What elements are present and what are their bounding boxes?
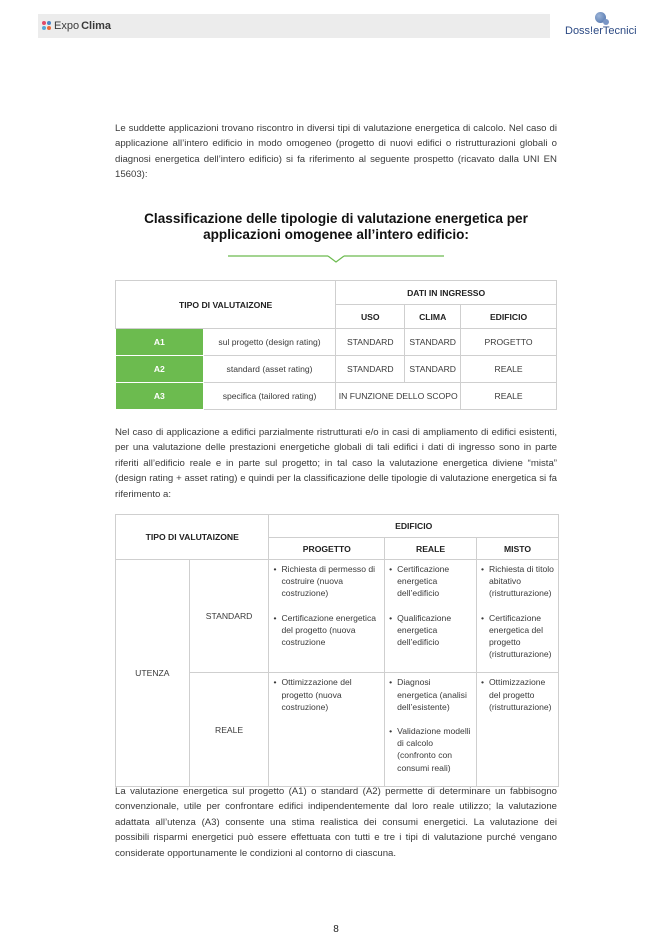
t1-col-clima: CLIMA (405, 305, 461, 329)
t2-reale-progetto (269, 673, 385, 786)
page-number: 8 (333, 924, 339, 935)
list-item: • Certificazione energetica dell’edificio (389, 563, 472, 600)
list-item: • Qualificazione energetica dell’edificio (389, 612, 472, 649)
valuation-types-table (115, 280, 557, 410)
t1-row1-clima: STANDARD (405, 329, 461, 356)
t1-row2-clima: STANDARD (405, 356, 461, 383)
list-item: • Richiesta di titolo abitativo (ristrutturazione) (481, 563, 554, 600)
t1-header-group: DATI IN INGRESSO (336, 281, 557, 305)
t2-reale-misto (476, 673, 558, 786)
section-title-line1: Classificazione delle tipologie di valutazione energetica per (144, 211, 528, 226)
t2-col-reale: REALE (385, 538, 477, 560)
closing-paragraph: La valutazione energetica sul progetto (A1) o standard (A2) permette di determinare un fabbisogno convenzionale, utile per confrontare edifici indipendentemente dal loro reale utilizzo; la valutazione adattata all’utenza (A3) consente una stima realistica dei consumi energetici. La valutazione dei possibili risparmi energetici può essere effettuata con tutti e tre i tipi di valutazione purché vengano considerate opportunamente le condizioni al contorno di ciascuna. (115, 786, 557, 859)
title-divider (228, 253, 444, 263)
t2-utenza-label: UTENZA (116, 560, 190, 787)
t2-reale-label: REALE (189, 673, 269, 786)
t2-header-type: TIPO DI VALUTAIZONE (116, 515, 269, 560)
t1-row2-uso: STANDARD (336, 356, 405, 383)
table-row (116, 560, 559, 673)
t1-col-edificio: EDIFICIO (461, 305, 557, 329)
t2-col-misto: MISTO (476, 538, 558, 560)
t1-row1-edificio: PROGETTO (461, 329, 557, 356)
table-row (116, 383, 557, 410)
expoclima-logo (42, 18, 111, 34)
t1-col-uso: USO (336, 305, 405, 329)
t2-col-progetto: PROGETTO (269, 538, 385, 560)
list-item: • Ottimizzazione del progetto (ristrutturazione) (481, 676, 554, 713)
table-row (116, 356, 557, 383)
expoclima-logo-icon (42, 21, 52, 31)
section-title (115, 211, 557, 243)
list-item: • Validazione modelli di calcolo (confronto con consumi reali) (389, 725, 472, 774)
section-title-line2: applicazioni omogenee all’intero edificio: (203, 227, 469, 242)
t1-row3-code: A3 (116, 383, 204, 410)
t1-row1-code: A1 (116, 329, 204, 356)
list-item: • Richiesta di permesso di costruire (nuova costruzione) (273, 563, 380, 600)
t2-header-group: EDIFICIO (269, 515, 559, 538)
t1-row3-uso-clima: IN FUNZIONE DELLO SCOPO (336, 383, 461, 410)
t1-row3-desc: specifica (tailored rating) (203, 383, 336, 410)
list-item: • Certificazione energetica del progetto (nuova costruzione (273, 612, 380, 649)
logo-word-expo: Expo (54, 20, 80, 32)
list-item: • Diagnosi energetica (analisi dell’esistente) (389, 676, 472, 713)
middle-paragraph: Nel caso di applicazione a edifici parzialmente ristrutturati e/o in casi di ampliamento di edifici esistenti, per una valutazione delle prestazioni energetiche globali di tali edifici i dati di ingresso sono in parte riferiti all’edificio reale e in parte sul progetto; in tal caso la valutazione energetica diviene “mista” (design rating + asset rating) e quindi per la classificazione delle tipologie di valutazione energetica si fa riferimento a: (115, 427, 557, 500)
logo-right-text: Doss!erTecnici (565, 25, 637, 37)
t1-header-type: TIPO DI VALUTAIZONE (116, 281, 336, 329)
t1-row1-uso: STANDARD (336, 329, 405, 356)
dossier-tecnici-logo (565, 12, 645, 42)
t1-row1-desc: sul progetto (design rating) (203, 329, 336, 356)
header-bar (38, 14, 550, 38)
t1-row2-code: A2 (116, 356, 204, 383)
t1-row2-desc: standard (asset rating) (203, 356, 336, 383)
t1-row2-edificio: REALE (461, 356, 557, 383)
t2-standard-reale (385, 560, 477, 673)
t2-standard-progetto (269, 560, 385, 673)
list-item: • Certificazione energetica del progetto (ristrutturazione) (481, 612, 554, 661)
mixed-valuation-table (115, 514, 559, 787)
list-item: • Ottimizzazione del progetto (nuova costruzione) (273, 676, 380, 713)
t2-standard-label: STANDARD (189, 560, 269, 673)
logo-word-clima: Clima (81, 20, 112, 32)
table-row (116, 329, 557, 356)
intro-paragraph: Le suddette applicazioni trovano riscontro in diversi tipi di valutazione energetica di calcolo. Nel caso di applicazione all’intero edificio in modo omogeneo (progetto di nuovi edifici o ristrutturazioni globali o diagnosi energetica dell’intero edificio) si fa riferimento al seguente prospetto (ricavato dalla UNI EN 15603): (115, 123, 557, 181)
t2-standard-misto (476, 560, 558, 673)
t2-reale-reale (385, 673, 477, 786)
t1-row3-edificio: REALE (461, 383, 557, 410)
